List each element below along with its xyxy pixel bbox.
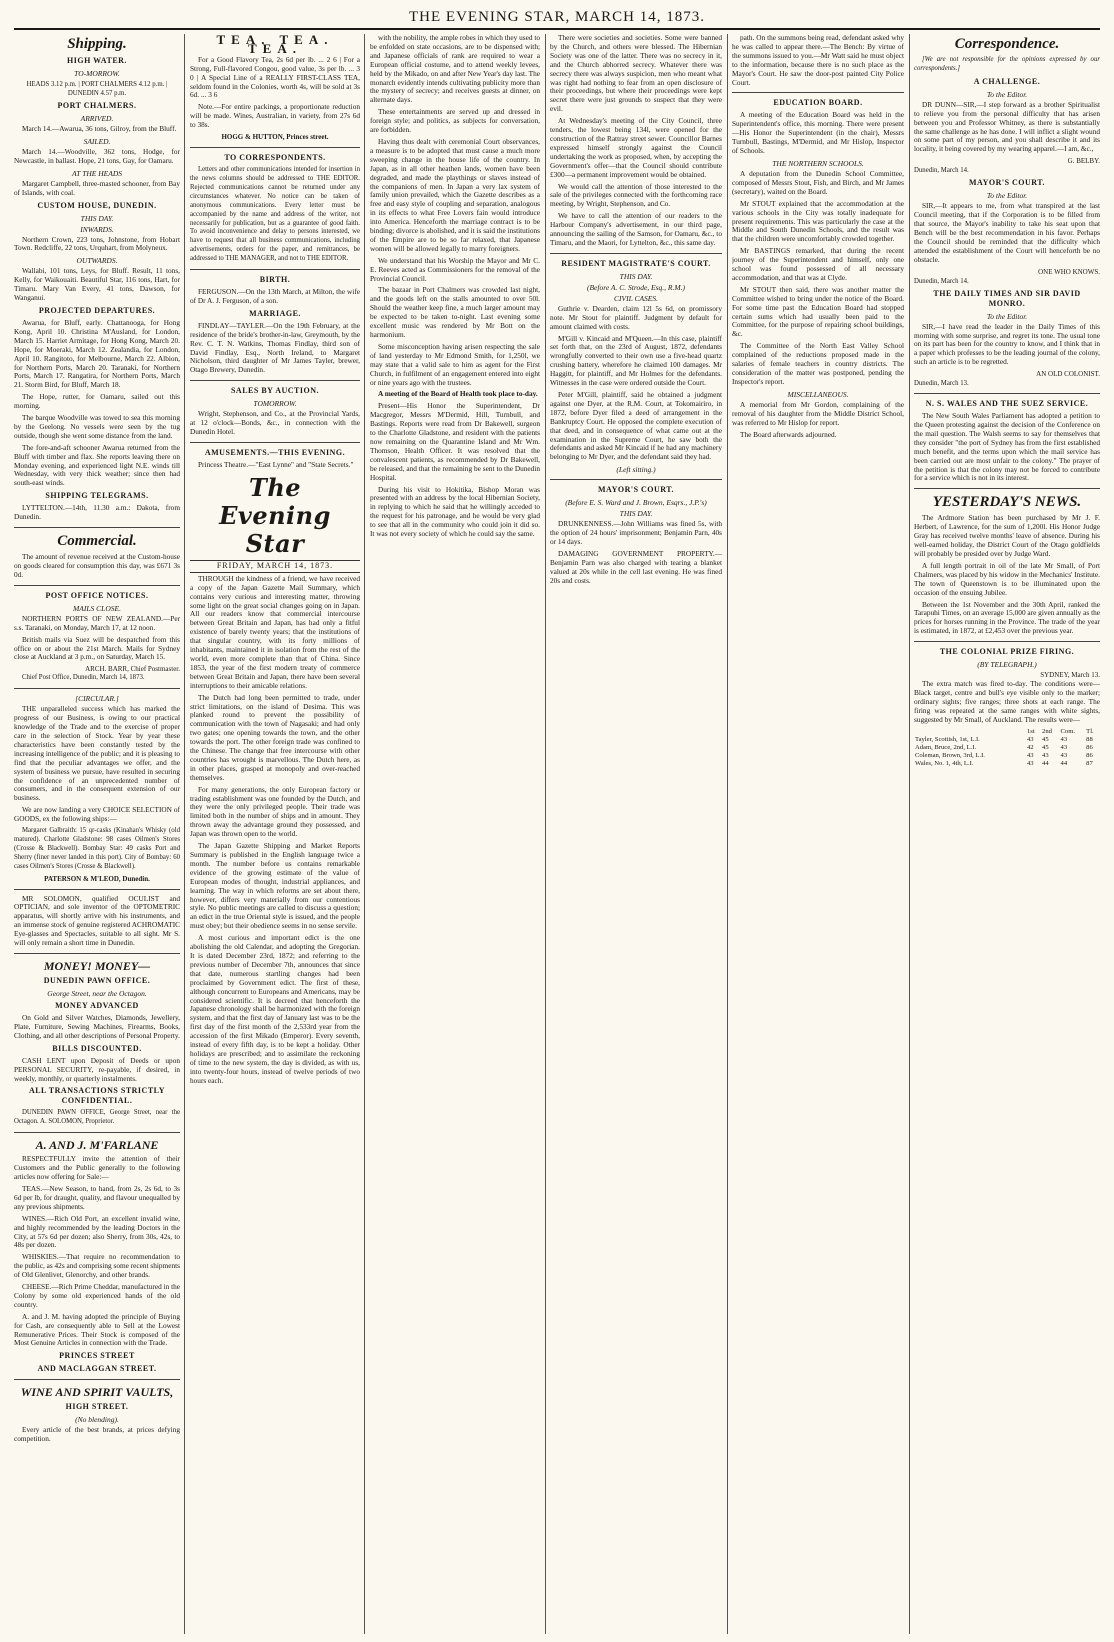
correspondents-heading: TO CORRESPONDENTS. xyxy=(224,153,326,163)
table-cell: 43 xyxy=(1026,751,1034,759)
article-paragraph: Some misconception having arisen respecting the sale of land yesterday to Mr Edmond Smith, for 1,250l, we may state that a valid sale to him as agent for the First Church, in fulfilment of an engagement entered into eight or nine years ago with the trustees. xyxy=(370,341,540,387)
tea-firm: HOGG & HUTTON, Princes street. xyxy=(221,133,329,142)
article-paragraph: The bazaar in Port Chalmers was crowded last night, and the goods left on the stalls amounted to over 50l. Should the weather keep fine, a much larger amount may be expected to be taken to-night. Last evening some excellent music was rendered by Mr Bott on the harmonium. xyxy=(370,285,540,339)
table-header xyxy=(914,728,1026,736)
rm-before: (Before A. C. Strode, Esq., R.M.) xyxy=(586,282,686,292)
hope-text: The Hope, rutter, for Oamaru, sailed out this morning. xyxy=(14,392,180,411)
inwards-text: Northern Crown, 223 tons, Johnstone, from Hobart Town. Redcliffe, 22 tons, Urquhart, from Molyneux. xyxy=(14,234,180,253)
wines-text: WINES.—Rich Old Port, an excellent invalid wine, and highly recommended by the leading Doctors in the City, at 57s 6d per dozen; also Sherry, from 30s, 42s, to 48s per dozen. xyxy=(14,1213,180,1250)
prize-firing-sub: (BY TELEGRAPH.) xyxy=(977,660,1037,670)
divider xyxy=(14,1379,180,1380)
rm-case: Guthrie v. Dearden, claim 12l 5s 6d, on promissory note. Mr Stout for plaintiff. Judgment by default for amount claimed with costs. xyxy=(550,303,722,331)
health-text: Present—His Honor the Superintendent, Dr Macgregor, Messrs M'Dermid, Hill, Turnbull, and Bastings. Reports were read from Dr Bakewell, surgeon to the Charlotte Gladstone, and resident with the patients now remaining on the Quarantine Island and Mr Wm. Thomson, Health Officer. It was resolved that the convalescent patients, as recommended by Dr Bakewell, be released, and that the remaining be sent to the Dunedin Hospital. xyxy=(370,401,540,482)
column-5 xyxy=(732,34,904,1634)
wine-text: Every article of the best brands, at prices defying competition. xyxy=(14,1425,180,1444)
table-cell: 43 xyxy=(1060,751,1068,759)
ships-list: Margaret Galbraith: 15 qr-casks (Kinahan's Whisky (old matured). Charlotte Gladstone: 98 cases Oilmen's Stores (Crosse & Blackwell). Bombay Star: 49 casks Port and Sherry (finer never landed in this port). City of Bombay: 60 cases Oilmen's Stores (Crosse & Blackwell). xyxy=(14,827,180,870)
rm-court-heading: RESIDENT MAGISTRATE'S COURT. xyxy=(561,258,711,268)
port-chalmers-heading: PORT CHALMERS. xyxy=(57,101,137,110)
news-paragraph: A full length portrait in oil of the late Mr Small, of Port Chalmers, was placed by his widow in the Mechanics' Institute. The town of Queenstown is to be illuminated upon the occasion of the ensuing Jubilee. xyxy=(914,560,1100,597)
education-paragraph: Mr STOUT explained that the accommodation at the various schools in the City was totally inadequate for present requirements. This was particularly the case at the Middle and South Dunedin Schools, and the result was that the children were uncomfortably crowded together. xyxy=(732,198,904,244)
divider xyxy=(14,585,180,586)
high-water-heading: HIGH WATER. xyxy=(67,56,127,65)
mayor-text: DAMAGING GOVERNMENT PROPERTY.—Benjamin Parn was also charged with tearing a blanket valued at 20s while in the cell last evening. He was fined 20s and costs. xyxy=(550,548,722,585)
rm-day: THIS DAY. xyxy=(619,271,653,281)
marriage-text: FINDLAY—TAYLER.—On the 19th February, at the residence of the bride's brother-in-law, Greymouth, by the Rev. C. T. N. Watkins, Thomas Findlay, third son of David Findlay, Esq., North Ireland, to Margaret Nicholson, third daughter of Mr James Tayler, brewer, Otago Brewery, Dunedin. xyxy=(190,320,360,375)
masthead xyxy=(14,6,1100,30)
article-paragraph: For many generations, the only European factory or trading establishment was one founded by the Dutch, and they were the only privileged people. Their trade was limited both in the number of ships and in amount. They thrown away the advantage ground they possessed, and Japan was thrown open to the world. xyxy=(190,784,360,839)
mayors-court-date: Dunedin, March 14. xyxy=(914,277,969,285)
tea-prices: For a Good Flavory Tea, 2s 6d per lb. ... 2 6 | For a Strong, Full-flavored Congou, good value, 3s per lb. ... 3 0 | A Special Line of a REALLY FIRST-CLASS TEA, seldom found in the Colonies, worth 4s, will be sold at 3s 6d. ... 3 6 xyxy=(190,54,360,100)
newspaper-flag xyxy=(190,474,360,573)
table-cell: Adam, Bruce, 2nd, L.I. xyxy=(915,743,977,751)
tide-table: HEADS 3.12 p.m. | PORT CHALMERS 4.12 p.m. | DUNEDIN 4.57 p.m. xyxy=(26,81,168,97)
correspondents-text: Letters and other communications intended for insertion in the news columns should be addressed to THE EDITOR. Rejected communications cannot be returned under any circumstances whatever. No notice can be taken of anonymous communications. Every letter must be accompanied by the name and address of the writer, not necessarily for publication, but as a guarantee of good faith. To avoid inconvenience and delay to persons interested, we have to request that all business communications, including advertisements, orders for the paper, and remittances, be addressed to THE MANAGER, and not to THE EDITOR. xyxy=(190,166,360,263)
sales-text: Wright, Stephenson, and Co., at the Provincial Yards, at 12 o'clock—Bonds, &c., in connection with the Dunedin Hotel. xyxy=(190,409,360,437)
table-header-row xyxy=(914,728,1100,736)
table-header: 2nd xyxy=(1042,727,1052,735)
daily-times-letter: SIR,—I have read the leader in the Daily Times of this morning with some surprise, and regret its tone. The usual tone on its part has been for the country to know, and I think that in a paper which professes to be the leading journal of the colony, such an article is to be regretted. xyxy=(914,321,1100,367)
po-date: Chief Post Office, Dunedin, March 14, 1873. xyxy=(22,674,145,682)
divider xyxy=(732,92,904,93)
amusements-heading: AMUSEMENTS.—THIS EVENING. xyxy=(204,448,346,457)
education-paragraph: The Committee of the North East Valley School complained of the reductions proposed made in the salaries of female teachers in country districts. The consideration of the matter was postponed, pending the Inspector's report. xyxy=(732,341,904,386)
education-sub: THE NORTHERN SCHOOLS. xyxy=(772,158,864,168)
table-cell: 86 xyxy=(1086,743,1093,751)
circular-text: THE unparalleled success which has marked the progress of our Business, is owing to our practical knowledge of the Trade and to the exercise of proper care in the selection of Stock. Year by year these characteristics have been constantly tested by the increasing intelligence of the public; and it is pleasing to find that the peculiar advantages we offer, and the system of business we pursue, have resulted in securing the confidence of an unprecedented number of consumers, and in the consequent extension of our business. xyxy=(14,704,180,803)
daily-times-date: Dunedin, March 13. xyxy=(914,380,969,388)
tea-heading: TEA. TEA. TEA. xyxy=(216,34,334,56)
column-rule xyxy=(909,34,910,1634)
tea-note: Note.—For entire packings, a proportionate reduction will be made. Wines, Australian, in variety, from 27s 6d to 38s. xyxy=(190,102,360,130)
table-row xyxy=(914,752,1100,760)
table-header: Com. xyxy=(1060,727,1076,735)
flag-title: The Evening Star xyxy=(219,472,331,558)
news-paragraph: The Ardmore Station has been purchased by Mr J. F. Herbert, of Lawrence, for the sum of 1,200l. His Honor Judge Gray has received twelve months' leave of absence. During his well-earned holiday, the District Court of the Otago goldfields will probably be presided over by Judge Ward. xyxy=(914,513,1100,558)
correspondence-heading: Correspondence. xyxy=(954,36,1060,52)
tomorrow-label: TO-MORROW. xyxy=(74,69,120,78)
education-paragraph: Mr STOUT then said, there was another matter the Committee wished to bring under the notice of the Board. For some time past the Education Board had stopped certain sums which had usually been paid to the Committee, for the purpose of repairing school buildings, &c. xyxy=(732,284,904,339)
pawn-text: On Gold and Silver Watches, Diamonds, Jewellery, Plate, Furniture, Sewing Machines, Firearms, Books, Clothing, and all other descriptions of Personal Property. xyxy=(14,1013,180,1040)
masthead-title: THE EVENING STAR, MARCH 14, 1873. xyxy=(409,8,705,25)
this-day-label: THIS DAY. xyxy=(80,213,114,223)
table-cell: 43 xyxy=(1060,743,1068,751)
article-paragraph: The Japan Gazette Shipping and Market Reports Summary is published in the English language twice a month. The number before us contains remarkable evidence of the growing estimate of the value of European modes of thought, industrial appliances, and learning. The way in which reforms are set about there, however, differs very materially from our contentious style. No public meetings are called to discuss a question; an edict in the true Oriental style is issued, and the people must obey; but their obedience seems in no sense servile. xyxy=(190,841,360,931)
rm-case: Peter M'Gill, plaintiff, said he obtained a judgment against one Dyer, at the R.M. Court, at Tokomairiro, in 1872, before Dyer filed a deed of arrangement in the Bankruptcy Court. He opposed the complete execution of that deed, and in consequence of what came out at the examination in the Supreme Court, he saw both the defendants and asked Mr Kincaid if he had any machinery belonging to Mr Dyer, and the defendant said they had. xyxy=(550,390,722,462)
prize-firing-text: The extra match was fired to-day. The conditions were—Black target, centre and bull's eye visible only to the marker; ordinary sights; five ranges; three shots at each range. The firing was repeated at the same ranges with white sights, suggested by Mr Small, of Auckland. The results were— xyxy=(914,679,1100,724)
woodville-text: The barque Woodville was towed to sea this morning by the Geelong. No vessels were seen by the tug outside, though she went some distance from the land. xyxy=(14,413,180,440)
rm-civil: CIVIL CASES. xyxy=(613,293,659,303)
mayor-day: THIS DAY. xyxy=(619,509,653,519)
pawn-heading: DUNEDIN PAWN OFFICE. xyxy=(43,976,151,985)
daily-times-heading: THE DAILY TIMES AND SIR DAVID MONRO. xyxy=(933,288,1081,308)
table-header: Tl. xyxy=(1086,727,1094,735)
mayors-court-letter-heading: MAYOR'S COURT. xyxy=(968,178,1046,188)
mfarlane-footer: A. and J. M. having adopted the principle of Buying for Cash, are consequently able to Sell at the Lowest Remunerative Prices. Their Stock is composed of the Most Genuine Articles in connection with the Trade. xyxy=(14,1311,180,1348)
maclaggan-street: AND MACLAGGAN STREET. xyxy=(37,1364,157,1374)
column-rule xyxy=(545,34,546,1634)
challenge-text: DR DUNN—SIR,—I step forward as a brother Spiritualist to relieve you from the personal difficulty that has arisen between you and Professor Whitney, as there is substantially the same challenge as he has done. I will inflict a slight wound on some part of my person, and you shall describe it and its locality, it being covered by my wearing apparel.—I am, &c., xyxy=(914,99,1100,154)
shipping-heading: Shipping. xyxy=(67,36,127,52)
nsw-text: The New South Wales Parliament has adopted a petition to the Queen protesting against the decision of the Conference on the mail question. The Walsh seems to say for themselves that they consider "the port of Sydney has from the first established much benefit, and the terms upon which the mail service has been carried out are most unfair to the colony." The prayer of the petition is that the colony may not be forced to contribute for a service which is not in its interest. xyxy=(914,411,1100,483)
bills-heading: BILLS DISCOUNTED. xyxy=(52,1043,142,1053)
inwards-label: INWARDS. xyxy=(80,224,114,234)
projected-heading: PROJECTED DEPARTURES. xyxy=(38,305,156,315)
amusements-text: Princess Theatre.—"East Lynne" and "State Secrets." xyxy=(198,460,354,469)
education-paragraph: A memorial from Mr Gordon, complaining of the removal of his daughter from the Middle District School, was referred to Mr Hislop for report. xyxy=(732,399,904,427)
divider xyxy=(14,1132,180,1133)
nsw-heading: N. S. WALES AND THE SUEZ SERVICE. xyxy=(925,399,1089,409)
optician-advert: MR SOLOMON, qualified OCULIST and OPTICIAN, and sole inventor of the OPTOMETRIC apparatus, will shortly arrive with his instruments, and an immense stock of genuine registered ACHROMATIC Eye-glasses and Spectacles, suitable to all sight. Mr S. will only remain a short time in Dunedin. xyxy=(14,893,180,948)
to-editor: To the Editor. xyxy=(986,191,1028,201)
table-cell: Tayler, Scottish, 1st, L.I. xyxy=(915,735,980,743)
postmaster-sign: ARCH. BARR, Chief Postmaster. xyxy=(85,665,180,674)
divider xyxy=(14,889,180,890)
outwards-label: OUTWARDS. xyxy=(76,256,118,266)
challenge-date: Dunedin, March 14. xyxy=(914,167,969,175)
article-paragraph: The Dutch had long been permitted to trade, under strict limitations, on the island of Desima. This was planked round to prevent the possibility of communication with the town of Nagasaki; and had only two gates; one opening towards the town, and the other towards the port. The other foreign trade was confined to the Chinese. The change that free intercourse with other countries has wrought is marvellous. The Dutch here, as in other places, grasped at monopoly and over-reached themselves. xyxy=(190,692,360,782)
education-paragraph: A deputation from the Dunedin School Committee, composed of Messrs Stout, Fish, and Birch, and Mr James (secretary), waited on the Board. xyxy=(732,168,904,196)
wine-vaults-heading: WINE AND SPIRIT VAULTS, xyxy=(20,1385,174,1400)
divider xyxy=(190,442,360,443)
divider xyxy=(914,488,1100,489)
sales-sub: TOMORROW. xyxy=(253,399,297,409)
birth-text: FERGUSON.—On the 13th March, at Milton, the wife of Dr A. J. Ferguson, of a son. xyxy=(190,287,360,305)
arrived-label: ARRIVED. xyxy=(80,114,114,123)
table-cell: 44 xyxy=(1060,759,1068,767)
sailed-text: March 14.—Woodville, 362 tons, Hodge, for Newcastle, in ballast. Hope, 21 tons, Gay, for Oamaru. xyxy=(14,146,180,165)
confidential-line: ALL TRANSACTIONS STRICTLY CONFIDENTIAL. xyxy=(28,1086,166,1106)
table-cell: 42 xyxy=(1026,743,1034,751)
princes-street: PRINCES STREET xyxy=(59,1351,135,1361)
mayors-court-sign: ONE WHO KNOWS. xyxy=(1038,267,1100,276)
table-cell: Coleman, Brown, 3rd, L.I. xyxy=(915,751,985,759)
to-editor: To the Editor. xyxy=(986,311,1028,321)
article-paragraph: with the nobility, the ample robes in which they used to be enfolded on state occasions, are to be dispensed with; and Japanese officials of rank are required to wear a European official costume, and to attend weekly levees, held by the Mikado, on and after New Year's day last. The monarch evidently intends cultivating publicity more than the mystery of secrecy; and receives guests at dinner, on alternate days. xyxy=(370,34,540,105)
table-header: 1st xyxy=(1026,727,1035,735)
at-heads-label: AT THE HEADS xyxy=(71,168,122,178)
circular-label: [CIRCULAR.] xyxy=(75,694,119,704)
article-paragraph: During his visit to Hokitika, Bishop Moran was presented with an address by the local Hibernian Society, in replying to which he said that he willingly acceded to the request for his patronage, and he would be very glad to see that all in the community who could join it did so. It was not every society of which he could say the same. xyxy=(370,484,540,539)
mayor-before: (Before E. S. Ward and J. Brown, Esqrs., J.P.'s) xyxy=(565,498,707,508)
table-row xyxy=(914,744,1100,752)
no-blending: (No blending). xyxy=(75,1415,119,1425)
sailed-label: SAILED. xyxy=(83,136,111,146)
left-sitting: (Left sitting.) xyxy=(616,465,656,475)
mfarlane-text: RESPECTFULLY invite the attention of their Customers and the Public generally to the following articles now offering for Sale:— xyxy=(14,1154,180,1182)
article-paragraph: Having thus dealt with ceremonial Court observances, a measure is to be adopted that must cause a much more sweeping change in the house life of the country. In Japan, as in all other heathen lands, women have been degraded, and made the playthings or slaves instead of the companions of men. In Japan a very lax system of family union prevailed, which the Gazette describes as a free and easy style of coupling and separation, analogous in its effects to what Free Lovers fain would introduce into America. Henceforth the marriage contract is to be binding; divorce is abolished, and it is said the institutions of the Empire are to be so far relaxed, that Japanese women will be allowed legally to marry foreigners. xyxy=(370,136,540,253)
at-heads-text: Margaret Campbell, three-masted schooner, from Bay of Islands, with coal. xyxy=(14,178,180,197)
awarua-text: The fore-and-aft schooner Awarua returned from the Bluff with timber and flax. She reports leaving there on Monday evening, and experienced light N.E. winds till Wednesday, with very thick weather; since then had south-east winds. xyxy=(14,442,180,488)
table-cell: 86 xyxy=(1086,751,1093,759)
column-rule xyxy=(727,34,728,1634)
article-paragraph: We understand that his Worship the Mayor and Mr C. E. Reeves acted as Commissioners for the removal of the Provincial Council. xyxy=(370,255,540,283)
education-paragraph: Mr BASTINGS remarked, that during the recent journey of the Superintendent and himself, only one school was found possessed of all necessary accommodation, and that was at Clyde. xyxy=(732,246,904,282)
mayors-court-letter: SIR,—It appears to me, from what transpired at the last Council meeting, that if the Corporation is to be filled from that source, the Mayor's inability to take his seat upon that Bench will be the best recommendation in his favor. Perhaps the Council should be reminded that the difficulty which attended the establishment of the Court will henceforth be no obstacle. xyxy=(914,201,1100,264)
post-office-heading: POST OFFICE NOTICES. xyxy=(45,590,149,600)
paterson-sign: PATERSON & M'LEOD, Dunedin. xyxy=(44,874,150,883)
cheese-text: CHEESE.—Rich Prime Cheddar, manufactured in the Colony by some old experienced hands of the old country. xyxy=(14,1282,180,1309)
rm-case: M'Gill v. Kincaid and M'Queen.—In this case, plaintiff set forth that, on the 23rd of August, 1872, defendants wrongfully converted to their own use a five-head quartz crushing battery, wherefore he claimed 100 damages. Mr Haggitt, for plaintiff, and Mr Holmes for the defendants. Witnesses in the case were ordered outside the Court. xyxy=(550,333,722,388)
table-cell: 43 xyxy=(1060,735,1068,743)
divider xyxy=(190,147,360,148)
article-paragraph: There were societies and societies. Some were banned by the Church, and others were blessed. The Hibernian Society was one of the latter. There was no secrecy in it, and the Church abhorred secrecy. Whatever there was secrecy there was always suspicion, men who meant what was right had nothing to fear from an open disclosure of their proceedings, but where their proceedings were kept secret there were just grounds to suspect that they were evil. xyxy=(550,34,722,114)
arrived-text: March 14.—Awarua, 36 tons, Gilroy, from the Bluff. xyxy=(22,124,177,133)
to-editor: To the Editor. xyxy=(986,89,1028,99)
education-heading: EDUCATION BOARD. xyxy=(773,98,863,108)
pawn-footer: DUNEDIN PAWN OFFICE, George Street, near the Octagon. A. SOLOMON, Proprietor. xyxy=(14,1109,180,1126)
table-row xyxy=(914,760,1100,768)
education-paragraph: The Board afterwards adjourned. xyxy=(740,429,837,439)
outwards-text: Wallabi, 101 tons, Leys, for Bluff. Result, 11 tons, Kelly, for Waikouaiti. Beautiful Star, 116 tons, Hart, for Timaru. Mary Van Every, 41 tons, Dawson, for Wanganui. xyxy=(14,266,180,303)
education-misc: MISCELLANEOUS. xyxy=(787,389,849,399)
selection-text: We are now landing a very CHOICE SELECTION of GOODS, ex the following ships:— xyxy=(14,805,180,824)
prize-firing-heading: THE COLONIAL PRIZE FIRING. xyxy=(939,647,1075,657)
custom-house-heading: CUSTOM HOUSE, DUNEDIN. xyxy=(37,200,157,210)
divider xyxy=(14,688,180,689)
prize-results-table xyxy=(914,728,1100,768)
divider xyxy=(14,953,180,954)
column-4 xyxy=(550,34,722,1634)
table-cell: 44 xyxy=(1042,759,1049,767)
divider xyxy=(914,393,1100,394)
whiskies-text: WHISKIES.—That require no recommendation to the public, as 42s and comprising some recent shipments of Old Glenlivet, Glenorchy, and other brands. xyxy=(14,1252,180,1280)
mayor-text: DRUNKENNESS.—John Williams was fined 5s, with the option of 24 hours' imprisonment; Benjamin Parn, 40s or 14 days. xyxy=(550,519,722,547)
table-cell: 88 xyxy=(1086,735,1093,743)
table-cell: 45 xyxy=(1042,735,1049,743)
table-cell: 43 xyxy=(1026,759,1034,767)
mfarlane-heading: A. AND J. M'FARLANE xyxy=(35,1138,159,1153)
correspondence-note: [We are not responsible for the opinions expressed by our correspondents.] xyxy=(914,56,1100,72)
table-row xyxy=(914,736,1100,744)
pawn-sub: George Street, near the Octagon. xyxy=(47,989,147,998)
money-advanced: MONEY ADVANCED xyxy=(55,1001,139,1010)
column-6 xyxy=(914,34,1100,1634)
challenge-heading: A CHALLENGE. xyxy=(973,76,1041,86)
article-paragraph: These entertainments are served up and dressed in foreign style; and politics, as subjects for conversation, are forbidden. xyxy=(370,107,540,135)
daily-times-sign: AN OLD COLONIST. xyxy=(1036,370,1100,379)
flag-date: FRIDAY, MARCH 14, 1873. xyxy=(190,560,360,573)
yesterdays-news-heading: YESTERDAY'S NEWS. xyxy=(932,494,1082,511)
education-paragraph: A meeting of the Education Board was held in the Superintendent's office, this morning. There were present—His Honor the Superintendent (in the chair), Messrs Turnbull, Bastings, M'Dermid, and Mr Hislop, Inspector of Schools. xyxy=(732,110,904,156)
divider xyxy=(550,253,722,254)
article-paragraph: path. On the summons being read, defendant asked why he was called to appear there.—The Bench: By virtue of the summons issued to you.—Mr Watt said he must object to the information, because there is no such place as the Mayor's Court. He saw the door-post painted City Police Court. xyxy=(732,34,904,87)
table-cell: 43 xyxy=(1026,735,1034,743)
teas-text: TEAS.—New Season, to hand, from 2s, 2s 6d, to 3s 6d per lb, for draught, quality, and flavour unequalled by any previous shipments. xyxy=(14,1183,180,1211)
table-cell: 87 xyxy=(1086,759,1093,767)
column-1 xyxy=(14,34,180,1634)
column-rule xyxy=(364,34,365,1634)
telegrams-heading: SHIPPING TELEGRAMS. xyxy=(45,491,149,501)
sales-heading: SALES BY AUCTION. xyxy=(230,386,319,396)
prize-firing-loc: SYDNEY, March 13. xyxy=(1040,671,1100,680)
table-cell: Wales, No. 1, 4th, L.I. xyxy=(915,759,974,767)
divider xyxy=(14,527,180,528)
divider xyxy=(550,479,722,480)
health-heading: A meeting of the Board of Health took place to-day. xyxy=(378,389,538,399)
table-cell: 45 xyxy=(1042,743,1049,751)
high-street: HIGH STREET. xyxy=(65,1402,129,1412)
council-paragraph: We would call the attention of those interested to the sale of the privileges connected with the forthcoming race meeting, by Wright, Stephenson, and Co. xyxy=(550,181,722,209)
column-rule xyxy=(184,34,185,1634)
mails-close-label: MAILS CLOSE. xyxy=(73,603,121,613)
cash-text: CASH LENT upon Deposit of Deeds or upon PERSONAL SECURITY, re-payable, if desired, in weekly, monthly, or quarterly instalments. xyxy=(14,1055,180,1083)
column-2 xyxy=(190,34,360,1634)
article-paragraph: A most curious and important edict is the one abolishing the old Calendar, and adopting the Gregorian. It is dated December 23rd, 1872; and referring to the previous number of December 7th, announces that since that date, numerous startling changes had been proclaimed by Government edict. The first of these, although concurrent to Europeans and Americans, may be considered scientific. It is decreed that henceforth the Japanese chronology shall be harmonized with the foreign system, and that the first day of January last was to be the first day of the first month of the 2,533rd year from the accession of the first Mikado (Emperor). Every seventh, instead of every fifth day, is to be kept a holiday. Other holidays are prescribed; and to assimilate the reckoning of time to the new system, the day is divided, as with us, into twenty-four hours, instead of twelve periods of two hours each. xyxy=(190,933,360,1085)
marriage-heading: MARRIAGE. xyxy=(249,308,301,318)
article-paragraph: THROUGH the kindness of a friend, we have received a copy of the Japan Gazette Mail Summary, which contains very curious and interesting matter, throwing some light on the great social changes going on in Japan. All our readers know that commercial intercourse between Great Britain and Japan, has had only a fitful existence of barely twenty years; that the institutions of that singular country, with its forty millions of inhabitants, maintained it in isolation from the rest of the world, even more complete than that of China. Since 1853, the year of the first modern treaty of commerce between Great Britain and Japan, there have been several interruptions to their amicable relations. xyxy=(190,573,360,690)
council-paragraph: We have to call the attention of our readers to the Harbour Company's advertisement, in our third page, announcing the sailing of the Samson, for Oamaru, &c., to Timaru, and the Maori, for Lyttelton, &c., this same day. xyxy=(550,211,722,247)
commercial-text: The amount of revenue received at the Custom-house on goods cleared for consumption this day, was £671 3s 0d. xyxy=(14,552,180,579)
divider xyxy=(190,380,360,381)
suez-text: British mails via Suez will be despatched from this office on or about the 21st March. Mails for Sydney close at Auckland at 3 p.m., on Saturday, March 15. xyxy=(14,634,180,662)
projected-text: Awarua, for Bluff, early. Chattanooga, for Hong Kong, April 10. Christina M'Ausland, for London, March 15. Harriet Armitage, for Hong Kong, March 20. Hope, for Moeraki, March 12. Zealandia, for London, April 10. Rangitoto, for Melbourne, March 22. Albion, for Northern Ports, March 20. Taranaki, for Northern Ports, March 17. Rangatira, for Northern Ports, March 21. Storm Bird, for Bluff, March 18. xyxy=(14,317,180,390)
challenge-sign: G. BELBY. xyxy=(1067,157,1100,166)
divider xyxy=(190,269,360,270)
birth-heading: BIRTH. xyxy=(259,275,291,285)
mails-text: NORTHERN PORTS OF NEW ZEALAND.—Per s.s. Taranaki, on Monday, March 17, at 12 noon. xyxy=(14,613,180,632)
table-cell: 43 xyxy=(1042,751,1049,759)
column-3 xyxy=(370,34,540,1634)
telegrams-text: LYTTELTON.—14th, 11.30 a.m.: Dakota, from Dunedin. xyxy=(14,503,180,522)
money-heading: MONEY! MONEY— xyxy=(43,959,151,973)
news-paragraph: Between the 1st November and the 30th April, ranked the Tarapuhi Times, on an average 15,000 are given annually as the prices for horses running in the Province. The trade of the year is estimated, in 1872, at £2,453 over the previous year. xyxy=(914,599,1100,636)
divider xyxy=(914,641,1100,642)
council-paragraph: At Wednesday's meeting of the City Council, three tenders, the lowest being 134l, were opened for the construction of the Rattray street sewer. Councillor Barnes expressed himself strongly against the Council undertaking the work as proposed, when, by accepting the Government's offer—that the Council should contribute £300—a permanent improvement would be obtained. xyxy=(550,116,722,179)
commercial-heading: Commercial. xyxy=(57,533,137,550)
mayor-court-heading: MAYOR'S COURT. xyxy=(597,485,675,495)
